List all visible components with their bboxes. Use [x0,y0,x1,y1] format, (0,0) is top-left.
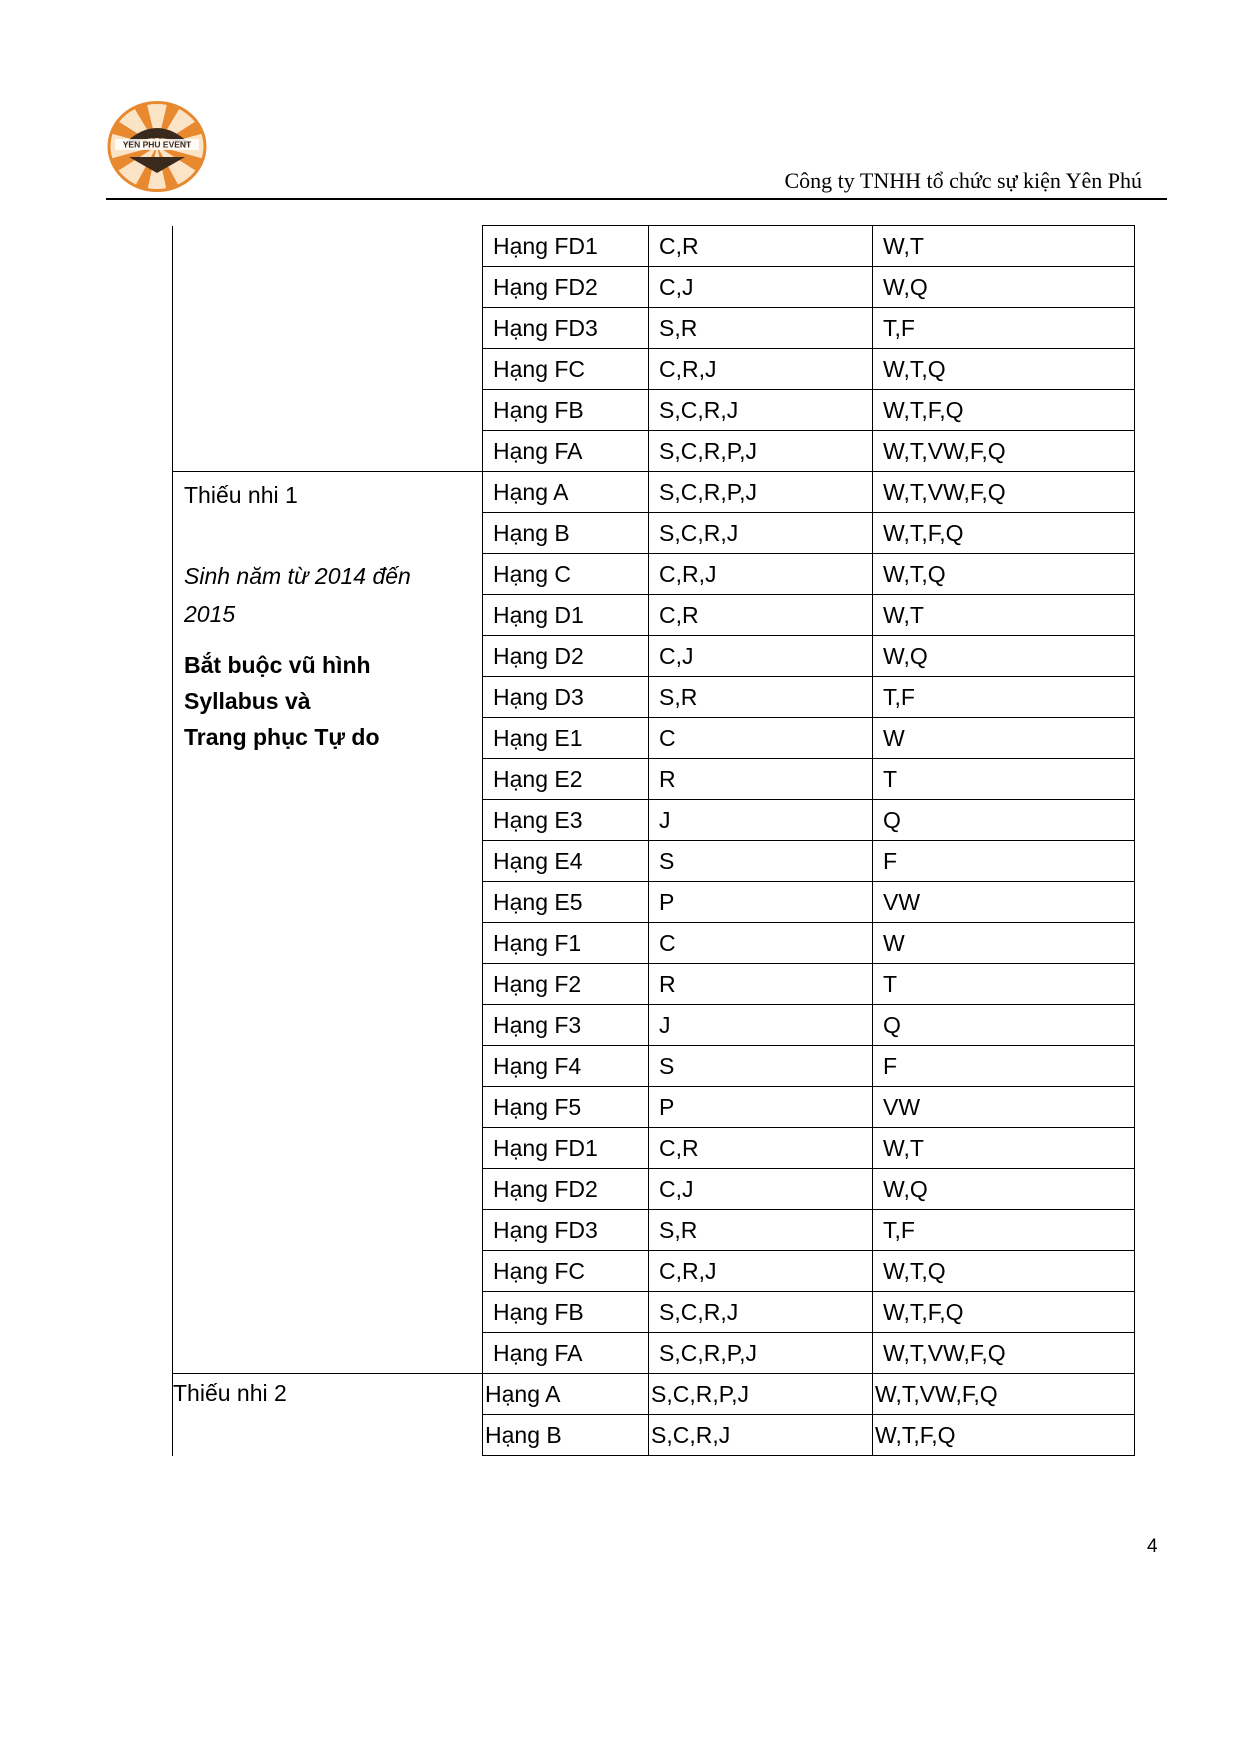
latin-dances-cell: P [649,1087,873,1128]
class-cell: Hạng B [483,1415,649,1456]
latin-dances-cell: R [649,964,873,1005]
standard-dances-cell: T,F [873,308,1135,349]
group-title: Thiếu nhi 2 [173,1380,287,1406]
class-cell: Hạng D2 [483,636,649,677]
latin-dances-cell: P [649,882,873,923]
latin-dances-cell: S,C,R,J [649,1415,873,1456]
class-cell: Hạng FB [483,1292,649,1333]
latin-dances-cell: S [649,841,873,882]
standard-dances-cell: W,Q [873,636,1135,677]
standard-dances-cell: W,T,Q [873,1251,1135,1292]
class-cell: Hạng A [483,1374,649,1415]
standard-dances-cell: W [873,923,1135,964]
class-cell: Hạng FC [483,349,649,390]
class-cell: Hạng E5 [483,882,649,923]
class-cell: Hạng FA [483,1333,649,1374]
latin-dances-cell: C,R,J [649,1251,873,1292]
table-row [173,226,1135,267]
latin-dances-cell: J [649,800,873,841]
company-name: Công ty TNHH tổ chức sự kiện Yên Phú [784,168,1142,193]
latin-dances-cell: S,R [649,677,873,718]
group-cell [173,1374,483,1456]
class-cell: Hạng FC [483,1251,649,1292]
standard-dances-cell: W,T,F,Q [873,1292,1135,1333]
latin-dances-cell: C,R,J [649,349,873,390]
standard-dances-cell: T,F [873,677,1135,718]
latin-dances-cell: S,R [649,308,873,349]
category-table [172,225,1135,1456]
latin-dances-cell: C,R [649,595,873,636]
latin-dances-cell: C [649,923,873,964]
standard-dances-cell: VW [873,1087,1135,1128]
class-cell: Hạng FA [483,431,649,472]
standard-dances-cell: W,T,F,Q [873,390,1135,431]
standard-dances-cell: W,T [873,1128,1135,1169]
page-number: 4 [1147,1536,1158,1557]
class-cell: Hạng FB [483,390,649,431]
latin-dances-cell: S,R [649,1210,873,1251]
class-cell: Hạng A [483,472,649,513]
class-cell: Hạng FD3 [483,1210,649,1251]
latin-dances-cell: C,R,J [649,554,873,595]
class-cell: Hạng F3 [483,1005,649,1046]
group-cell-continued [173,226,483,472]
class-cell: Hạng C [483,554,649,595]
standard-dances-cell: Q [873,1005,1135,1046]
standard-dances-cell: F [873,1046,1135,1087]
class-cell: Hạng FD1 [483,226,649,267]
standard-dances-cell: W,Q [873,267,1135,308]
standard-dances-cell: VW [873,882,1135,923]
latin-dances-cell: C,J [649,636,873,677]
standard-dances-cell: W,T [873,226,1135,267]
latin-dances-cell: S,C,R,P,J [649,472,873,513]
group-title: Thiếu nhi 1 [184,482,298,508]
latin-dances-cell: S [649,1046,873,1087]
standard-dances-cell: W,T,VW,F,Q [873,1374,1135,1415]
standard-dances-cell: W,T,F,Q [873,1415,1135,1456]
standard-dances-cell: W,T,VW,F,Q [873,472,1135,513]
standard-dances-cell: W,T,Q [873,554,1135,595]
standard-dances-cell: W,T,VW,F,Q [873,1333,1135,1374]
class-cell: Hạng FD1 [483,1128,649,1169]
class-cell: Hạng B [483,513,649,554]
latin-dances-cell: S,C,R,J [649,1292,873,1333]
standard-dances-cell: W,T,Q [873,349,1135,390]
latin-dances-cell: S,C,R,P,J [649,1374,873,1415]
class-cell: Hạng D1 [483,595,649,636]
class-cell: Hạng FD2 [483,267,649,308]
latin-dances-cell: R [649,759,873,800]
latin-dances-cell: C,J [649,1169,873,1210]
class-cell: Hạng F2 [483,964,649,1005]
class-cell: Hạng D3 [483,677,649,718]
class-cell: Hạng F5 [483,1087,649,1128]
table-row [173,472,1135,513]
class-cell: Hạng F1 [483,923,649,964]
class-cell: Hạng F4 [483,1046,649,1087]
standard-dances-cell: Q [873,800,1135,841]
standard-dances-cell: W,T [873,595,1135,636]
standard-dances-cell: W,T,F,Q [873,513,1135,554]
class-cell: Hạng FD2 [483,1169,649,1210]
latin-dances-cell: S,C,R,J [649,390,873,431]
group-requirement-costume: Trang phục Tự do [184,724,380,750]
standard-dances-cell: W,T,VW,F,Q [873,431,1135,472]
class-cell: Hạng E4 [483,841,649,882]
latin-dances-cell: C,R [649,1128,873,1169]
class-cell: Hạng E3 [483,800,649,841]
latin-dances-cell: C,R [649,226,873,267]
group-birth-years: Sinh năm từ 2014 đến 2015 [184,563,411,627]
group-requirement: Bắt buộc vũ hình Syllabus và [184,652,371,714]
latin-dances-cell: C,J [649,267,873,308]
svg-text:YEN PHU EVENT: YEN PHU EVENT [122,139,192,150]
latin-dances-cell: S,C,R,P,J [649,431,873,472]
class-cell: Hạng FD3 [483,308,649,349]
standard-dances-cell: W [873,718,1135,759]
standard-dances-cell: W,Q [873,1169,1135,1210]
class-cell: Hạng E1 [483,718,649,759]
latin-dances-cell: J [649,1005,873,1046]
latin-dances-cell: C [649,718,873,759]
table-row [173,1374,1135,1415]
group-cell [173,472,483,1374]
standard-dances-cell: T [873,964,1135,1005]
header-divider [106,198,1167,200]
standard-dances-cell: T [873,759,1135,800]
company-logo [107,101,207,192]
standard-dances-cell: T,F [873,1210,1135,1251]
class-cell: Hạng E2 [483,759,649,800]
latin-dances-cell: S,C,R,P,J [649,1333,873,1374]
standard-dances-cell: F [873,841,1135,882]
latin-dances-cell: S,C,R,J [649,513,873,554]
